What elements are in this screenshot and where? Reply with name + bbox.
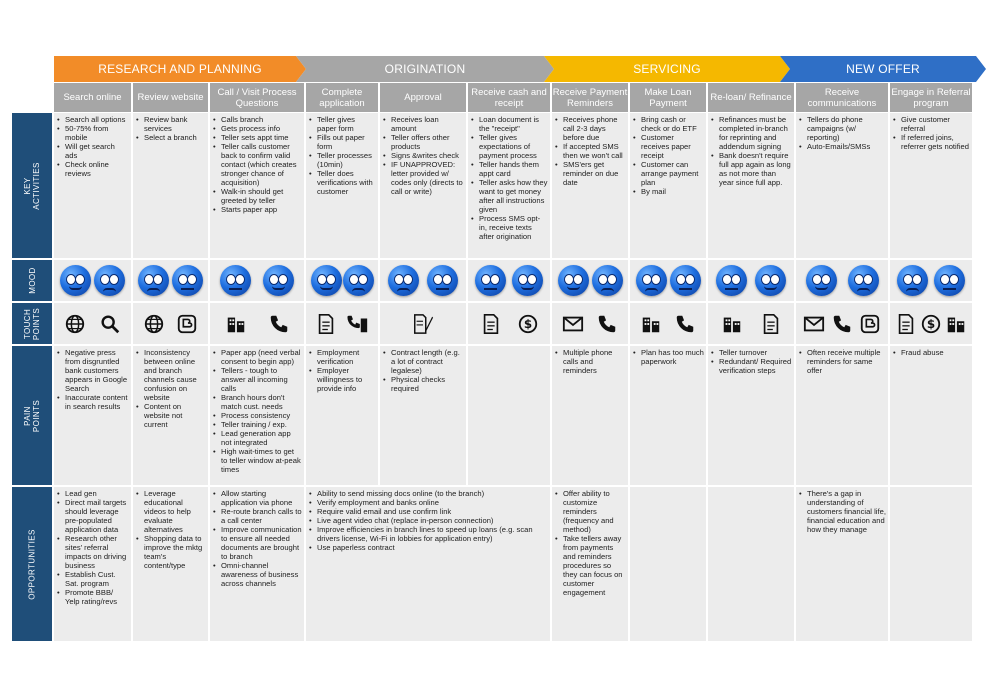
emoji-face-icon [755, 265, 786, 296]
opportunities-cell [133, 487, 208, 641]
opportunities-cell [630, 487, 706, 641]
touch-points-cell [630, 303, 706, 344]
row-label-opportunities: OPPORTUNITIES [12, 487, 52, 641]
list-item: • Physical checks required [383, 375, 464, 393]
phase-new-offer [780, 56, 986, 82]
envelope-icon [802, 312, 826, 336]
emoji-face-icon [592, 265, 623, 296]
list-item: • Promote BBB/ Yelp rating/revs [57, 588, 129, 606]
blogger-icon [858, 312, 882, 336]
pain-points-cell [306, 346, 378, 485]
list-item: • Customer receives paper receipt [633, 133, 704, 160]
mood-cell [552, 260, 628, 301]
mood-cell [380, 260, 466, 301]
list-item: • High wait-times to get to teller window at-peak times [213, 447, 302, 474]
list-item: • Refinances must be completed in-branch for reprinting and addendum signing [711, 115, 792, 151]
list-item: • Signs &writes check [383, 151, 464, 160]
list-item: • Redundant/ Required verification steps [711, 357, 792, 375]
list-item: • Establish Cust. Sat. program [57, 570, 129, 588]
opportunities-cell [306, 487, 550, 641]
list-item: • Bank doesn't require full app again as long as not more than year since full app. [711, 151, 792, 187]
dollar-icon [516, 312, 540, 336]
phase-servicing [544, 56, 790, 82]
list-item: • Process consistency [213, 411, 302, 420]
mood-cell [796, 260, 888, 301]
row-label-touch-points: TOUCH POINTS [12, 303, 52, 344]
building-icon [720, 312, 744, 336]
opportunities-cell [210, 487, 304, 641]
mood-cell [630, 260, 706, 301]
emoji-face-icon [558, 265, 589, 296]
list-item: • Starts paper app [213, 205, 302, 214]
list-item: • Review bank services [136, 115, 206, 133]
list-item: • Select a branch [136, 133, 206, 142]
list-item: • Content on website not current [136, 402, 206, 429]
stage-search-online: Search online [54, 83, 131, 112]
list-item: • Use paperless contract [309, 543, 548, 552]
list-item: • Auto-Emails/SMSs [799, 142, 886, 151]
list-item: • Process SMS opt-in, receive texts after origination [471, 214, 548, 241]
list-item: • Omni-channel awareness of business across channels [213, 561, 302, 588]
list-item: • Bring cash or check or do ETF [633, 115, 704, 133]
list-item: • Allow starting application via phone [213, 489, 302, 507]
list-item: • Receives loan amount [383, 115, 464, 133]
stage-reloan-refinance: Re-loan/ Refinance [708, 83, 794, 112]
list-item: • Require valid email and use confirm link [309, 507, 548, 516]
key-activities-cell [468, 113, 550, 258]
blogger-icon [175, 312, 199, 336]
list-item: • Teller does verifications with customer [309, 169, 376, 196]
list-item: • Fills out paper form [309, 133, 376, 151]
opportunities-cell [890, 487, 972, 641]
list-item: • Calls branch [213, 115, 302, 124]
pain-points-cell [630, 346, 706, 485]
stage-make-loan-payment: Make Loan Payment [630, 83, 706, 112]
list-item: • Teller processes (10min) [309, 151, 376, 169]
list-item: • By mail [633, 187, 704, 196]
emoji-face-icon [806, 265, 837, 296]
list-item: • Gets process info [213, 124, 302, 133]
dollar-icon [919, 312, 943, 336]
list-item: • Take tellers away from payments and reminders procedures so they can focus on customer engagement [555, 534, 626, 597]
list-item: • Research other sites' referral impacts on driving business [57, 534, 129, 570]
key-activities-cell [708, 113, 794, 258]
phone-icon [595, 312, 619, 336]
svg-text:$: $ [523, 316, 532, 331]
pain-points-cell [210, 346, 304, 485]
list-item: • Check online reviews [57, 160, 129, 178]
mood-cell [210, 260, 304, 301]
list-item: • Employment verification [309, 348, 376, 366]
building-icon [224, 312, 248, 336]
touch-points-cell [380, 303, 466, 344]
pain-points-cell [552, 346, 628, 485]
list-item: • Re-route branch calls to a call center [213, 507, 302, 525]
emoji-face-icon [670, 265, 701, 296]
row-label-mood: MOOD [12, 260, 52, 301]
pain-points-cell [796, 346, 888, 485]
emoji-face-icon [388, 265, 419, 296]
list-item: • 50-75% from mobile [57, 124, 129, 142]
emoji-face-icon [311, 265, 342, 296]
phase-label: SERVICING [633, 62, 701, 76]
key-activities-cell [54, 113, 131, 258]
stage-payment-reminders: Receive Payment Reminders [552, 83, 628, 112]
emoji-face-icon [934, 265, 965, 296]
pain-points-cell [133, 346, 208, 485]
touch-points-cell [468, 303, 550, 344]
document-pen-icon [411, 312, 435, 336]
stage-approval: Approval [380, 83, 466, 112]
document-icon [759, 312, 783, 336]
touch-points-cell [708, 303, 794, 344]
emoji-face-icon [512, 265, 543, 296]
list-item: • Offer ability to customize reminders (frequency and method) [555, 489, 626, 534]
list-item: • There's a gap in understanding of customers financial life, financial education and how they manage [799, 489, 886, 534]
list-item: • Teller training / exp. [213, 420, 302, 429]
list-item: • Verify employment and banks online [309, 498, 548, 507]
list-item: • Teller turnover [711, 348, 792, 357]
key-activities-cell [380, 113, 466, 258]
emoji-face-icon [716, 265, 747, 296]
mood-cell [890, 260, 972, 301]
list-item: • Teller calls customer back to confirm valid contact (which creates stronger chance of acquisition) [213, 142, 302, 187]
list-item: • Improve communication to ensure all needed documents are brought to branch [213, 525, 302, 561]
key-activities-cell [210, 113, 304, 258]
list-item: • Tellers - tough to answer all incoming calls [213, 366, 302, 393]
pain-points-cell [890, 346, 972, 485]
list-item: • Branch hours don't match cust. needs [213, 393, 302, 411]
phase-research-and-planning [54, 56, 306, 82]
mood-cell [708, 260, 794, 301]
list-item: • Teller gives paper form [309, 115, 376, 133]
list-item: • Lead generation app not integrated [213, 429, 302, 447]
key-activities-cell [630, 113, 706, 258]
list-item: • Teller offers other products [383, 133, 464, 151]
list-item: • Lead gen [57, 489, 129, 498]
stage-receive-communications: Receive communications [796, 83, 888, 112]
list-item: • Tellers do phone campaigns (w/ reporting) [799, 115, 886, 142]
list-item: • Teller sets appt time [213, 133, 302, 142]
emoji-face-icon [94, 265, 125, 296]
list-item: • Walk-in should get greeted by teller [213, 187, 302, 205]
emoji-face-icon [138, 265, 169, 296]
row-label-key-activities: KEY ACTIVITIES [12, 113, 52, 258]
stage-receive-cash: Receive cash and receipt [468, 83, 550, 112]
list-item: • Plan has too much paperwork [633, 348, 704, 366]
list-item: • Leverage educational videos to help evaluate alternatives [136, 489, 206, 534]
key-activities-cell [890, 113, 972, 258]
emoji-face-icon [60, 265, 91, 296]
list-item: • Inconsistency between online and branch channels cause confusion on website [136, 348, 206, 402]
opportunities-cell [796, 487, 888, 641]
list-item: • Live agent video chat (replace in-person connection) [309, 516, 548, 525]
key-activities-cell [552, 113, 628, 258]
list-item: • If referred joins, referrer gets notified [893, 133, 970, 151]
list-item: • IF UNAPPROVED: letter provided w/ codes only (directs to call or write) [383, 160, 464, 196]
stage-call-visit: Call / Visit Process Questions [210, 83, 304, 112]
building-icon [639, 312, 663, 336]
emoji-face-icon [475, 265, 506, 296]
stage-referral-program: Engage in Referral program [890, 83, 972, 112]
magnifier-icon [98, 312, 122, 336]
emoji-face-icon [172, 265, 203, 296]
list-item: • Multiple phone calls and reminders [555, 348, 626, 375]
list-item: • Loan document is the "receipt" [471, 115, 548, 133]
list-item: • Teller hands them appt card [471, 160, 548, 178]
pain-points-cell [54, 346, 131, 485]
stage-review-website: Review website [133, 83, 208, 112]
phone-building-icon [346, 312, 370, 336]
list-item: • Shopping data to improve the mktg team's content/type [136, 534, 206, 570]
touch-points-cell [796, 303, 888, 344]
mood-cell [133, 260, 208, 301]
list-item: • Paper app (need verbal consent to begin app) [213, 348, 302, 366]
document-icon [479, 312, 503, 336]
phase-origination [296, 56, 554, 82]
emoji-face-icon [263, 265, 294, 296]
envelope-icon [561, 312, 585, 336]
emoji-face-icon [220, 265, 251, 296]
touch-points-cell [552, 303, 628, 344]
list-item: • Receives phone call 2-3 days before due [555, 115, 626, 142]
list-item: • If accepted SMS then we won't call [555, 142, 626, 160]
list-item: • Customer can arrange payment plan [633, 160, 704, 187]
svg-text:$: $ [926, 316, 936, 331]
key-activities-cell [306, 113, 378, 258]
phone-icon [673, 312, 697, 336]
list-item: • Employer willingness to provide info [309, 366, 376, 393]
globe-icon [142, 312, 166, 336]
mood-cell [468, 260, 550, 301]
list-item: • Inaccurate content in search results [57, 393, 129, 411]
list-item: • Give customer referral [893, 115, 970, 133]
emoji-face-icon [897, 265, 928, 296]
phase-label: NEW OFFER [846, 62, 920, 76]
emoji-face-icon [343, 265, 374, 296]
list-item: • Teller asks how they want to get money after all instructions given [471, 178, 548, 214]
touch-points-cell [54, 303, 131, 344]
list-item: • Will get search ads [57, 142, 129, 160]
emoji-face-icon [848, 265, 879, 296]
pain-points-cell [468, 346, 550, 485]
list-item: • Improve efficiencies in branch lines to speed up loans (e.g. scan drivers license, Wi-Fi in lobbies for application entry) [309, 525, 548, 543]
list-item: • Contract length (e.g. a lot of contract legalese) [383, 348, 464, 375]
key-activities-cell [133, 113, 208, 258]
pain-points-cell [380, 346, 466, 485]
list-item: • Search all options [57, 115, 129, 124]
phase-label: RESEARCH AND PLANNING [98, 62, 262, 76]
phone-icon [830, 312, 854, 336]
globe-icon [63, 312, 87, 336]
key-activities-cell [796, 113, 888, 258]
mood-cell [54, 260, 131, 301]
list-item: • Fraud abuse [893, 348, 970, 357]
building-icon [944, 312, 968, 336]
mood-cell [306, 260, 378, 301]
emoji-face-icon [427, 265, 458, 296]
touch-points-cell [133, 303, 208, 344]
row-label-pain-points: PAIN POINTS [12, 346, 52, 485]
list-item: • SMS'ers get reminder on due date [555, 160, 626, 187]
list-item: • Direct mail targets should leverage pre-populated application data [57, 498, 129, 534]
opportunities-cell [708, 487, 794, 641]
touch-points-cell [306, 303, 378, 344]
list-item: • Often receive multiple reminders for same offer [799, 348, 886, 375]
touch-points-cell [210, 303, 304, 344]
opportunities-cell [552, 487, 628, 641]
list-item: • Negative press from disgruntled bank customers appears in Google Search [57, 348, 129, 393]
list-item: • Ability to send missing docs online (to the branch) [309, 489, 548, 498]
touch-points-cell [890, 303, 972, 344]
emoji-face-icon [636, 265, 667, 296]
document-icon [314, 312, 338, 336]
opportunities-cell [54, 487, 131, 641]
document-icon [894, 312, 918, 336]
phone-icon [267, 312, 291, 336]
list-item: • Teller gives expectations of payment process [471, 133, 548, 160]
pain-points-cell [708, 346, 794, 485]
phase-label: ORIGINATION [384, 62, 466, 76]
stage-complete-application: Complete application [306, 83, 378, 112]
